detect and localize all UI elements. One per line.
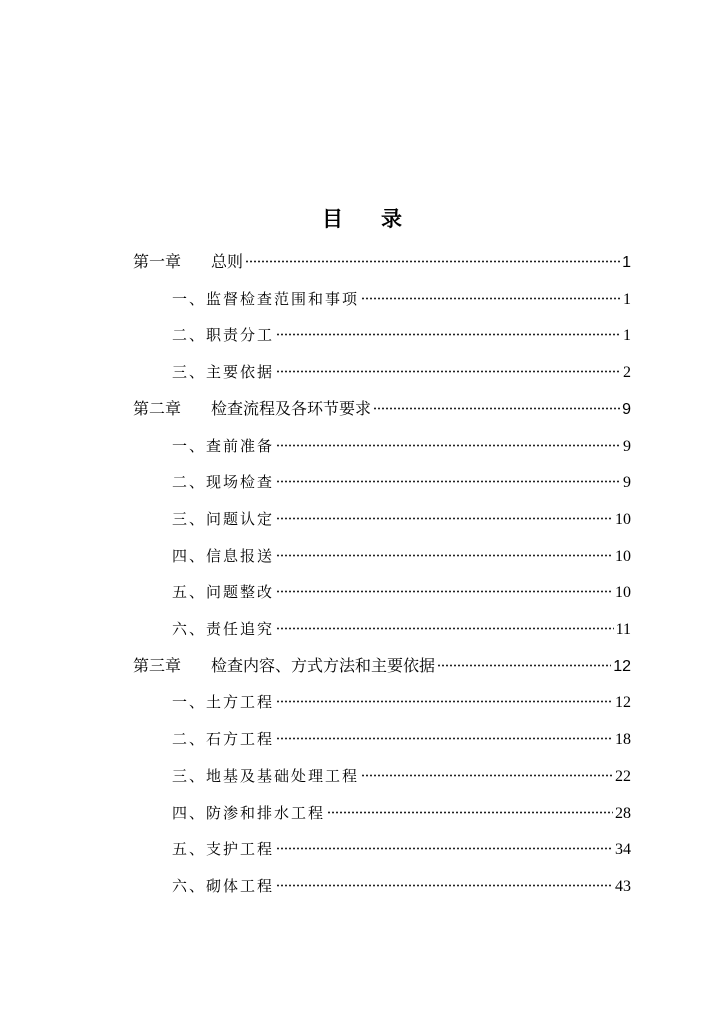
section-title: 五、支护工程 xyxy=(172,840,275,858)
dot-leader xyxy=(361,774,613,777)
section-title: 四、防渗和排水工程 xyxy=(172,804,326,822)
page-number: 10 xyxy=(615,584,631,601)
toc-section-entry[interactable] xyxy=(172,323,631,347)
toc-section-entry[interactable] xyxy=(172,690,631,714)
toc-section-entry[interactable] xyxy=(172,801,631,825)
toc-chapter-entry[interactable] xyxy=(133,397,631,421)
section-title: 三、问题认定 xyxy=(172,510,275,528)
section-title: 六、砌体工程 xyxy=(172,877,275,895)
toc-section-entry[interactable] xyxy=(172,507,631,531)
dot-leader xyxy=(276,444,621,447)
chapter-number: 第三章 xyxy=(133,656,182,675)
dot-leader xyxy=(276,480,621,483)
section-title: 一、查前准备 xyxy=(172,437,275,455)
toc-chapter-entry[interactable] xyxy=(133,250,631,274)
dot-leader xyxy=(276,517,613,520)
section-title: 四、信息报送 xyxy=(172,547,275,565)
dot-leader xyxy=(361,297,621,300)
toc-section-entry[interactable] xyxy=(172,727,631,751)
toc-title xyxy=(0,204,724,234)
dot-leader xyxy=(276,554,613,557)
page-number: 43 xyxy=(615,878,631,895)
dot-leader xyxy=(276,590,613,593)
page-number: 22 xyxy=(615,768,631,785)
toc-section-entry[interactable] xyxy=(172,434,631,458)
toc-section-entry[interactable] xyxy=(172,837,631,861)
toc-title-char-2: 录 xyxy=(381,207,402,231)
section-title: 一、土方工程 xyxy=(172,693,275,711)
toc-title-char-1: 目 xyxy=(322,207,343,231)
section-title: 二、石方工程 xyxy=(172,730,275,748)
page-number: 9 xyxy=(622,401,631,418)
section-title: 二、职责分工 xyxy=(172,326,275,344)
page-number: 10 xyxy=(615,511,631,528)
chapter-title: 检查流程及各环节要求 xyxy=(211,399,372,418)
section-title: 六、责任追究 xyxy=(172,620,275,638)
dot-leader xyxy=(245,260,620,263)
page-number: 2 xyxy=(623,364,631,381)
page-number: 28 xyxy=(615,805,631,822)
page-number: 1 xyxy=(622,254,631,271)
page-number: 9 xyxy=(623,474,631,491)
chapter-number: 第二章 xyxy=(133,399,182,418)
toc-section-entry[interactable] xyxy=(172,874,631,898)
section-title: 三、主要依据 xyxy=(172,363,275,381)
dot-leader xyxy=(276,627,614,630)
dot-leader xyxy=(276,847,613,850)
page-number: 12 xyxy=(613,658,631,675)
toc-section-entry[interactable] xyxy=(172,764,631,788)
page-number: 1 xyxy=(623,291,631,308)
toc-section-entry[interactable] xyxy=(172,580,631,604)
page-number: 12 xyxy=(615,694,631,711)
toc-chapter-entry[interactable] xyxy=(133,654,631,678)
chapter-number: 第一章 xyxy=(133,252,182,271)
toc-section-entry[interactable] xyxy=(172,617,631,641)
dot-leader xyxy=(276,884,613,887)
dot-leader xyxy=(276,333,621,336)
section-title: 五、问题整改 xyxy=(172,583,275,601)
toc-section-entry[interactable] xyxy=(172,470,631,494)
dot-leader xyxy=(437,664,611,667)
page-number: 11 xyxy=(615,621,631,638)
dot-leader xyxy=(276,370,621,373)
section-title: 三、地基及基础处理工程 xyxy=(172,767,360,785)
page-number: 18 xyxy=(615,731,631,748)
toc-section-entry[interactable] xyxy=(172,544,631,568)
page-number: 9 xyxy=(623,438,631,455)
page-number: 1 xyxy=(623,327,631,344)
dot-leader xyxy=(276,737,613,740)
section-title: 二、现场检查 xyxy=(172,473,275,491)
toc-section-entry[interactable] xyxy=(172,287,631,311)
toc-section-entry[interactable] xyxy=(172,360,631,384)
dot-leader xyxy=(373,407,620,410)
dot-leader xyxy=(276,700,613,703)
page-number: 10 xyxy=(615,548,631,565)
page-number: 34 xyxy=(615,841,631,858)
chapter-title: 检查内容、方式方法和主要依据 xyxy=(211,656,436,675)
chapter-title: 总则 xyxy=(211,252,244,271)
dot-leader xyxy=(327,811,613,814)
section-title: 一、监督检查范围和事项 xyxy=(172,290,360,308)
